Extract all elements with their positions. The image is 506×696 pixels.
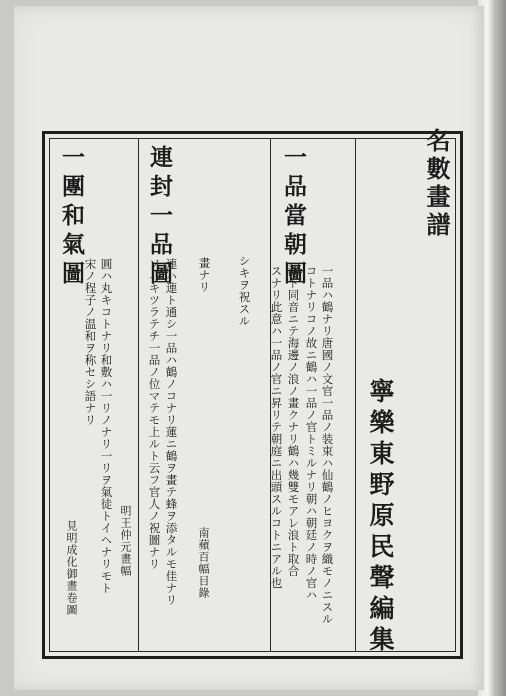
entry-title: 連封一品圖 xyxy=(146,145,173,290)
entry-text-line: スナリ此意ハ一品ノ官ニ昇リテ朝庭ニ出頭スルコトニアル也 xyxy=(269,265,284,589)
entry-source: 南蘋百幅目錄 xyxy=(197,527,210,599)
entry-title: 一品當朝圖 xyxy=(280,145,307,290)
column-rule xyxy=(138,138,139,652)
book-title: 名數畫譜 xyxy=(422,128,451,240)
entry-text-line: 連ハ連ト通シ一品ハ鶴ノコナリ蓮ニ鶴ヲ畫テ蜂ヲ添タルモ佳ナリ xyxy=(164,258,179,606)
entry-text-line: 宋ノ程子ノ温和ヲ称セシ語ナリ xyxy=(83,258,98,426)
entry-text-line: 圓ハ丸キコトナリ和敷ハ一リノナリ一リヲ氣徒トイヘナリモト xyxy=(99,258,114,594)
editor-credit: 寧樂東野原民聲編集 xyxy=(366,378,395,657)
entry-title: 一團和氣圖 xyxy=(58,145,85,290)
entry-text-line: 畫ナリ xyxy=(197,257,212,293)
entry-text-line: ソハキツラテチ一品ノ位マテモ上ルト云フ官人ノ祝圖ナリ xyxy=(147,258,162,570)
entry-text-line: コトナリコノ故ニ鶴ハ一品ノ官トミルナリ朝ハ朝廷ノ時ノ官ハ xyxy=(304,265,319,601)
entry-source: 見明成化御畫卷圖 xyxy=(65,520,78,616)
column-rule xyxy=(355,138,356,652)
entry-text-line: シキヲ祝スル xyxy=(237,255,252,327)
entry-text-line: 潮ト同音ニテ海邊ノ浪ノ畫クナリ鶴ハ幾雙モアレ浪ト取合 xyxy=(286,265,301,577)
entry-source: 明王仲元畫幅 xyxy=(119,505,132,577)
entry-text-line: 一品ハ鶴ナリ唐國ノ文官一品ノ装束ハ仙鶴ノヒヨクヲ織モノニスル xyxy=(320,265,335,625)
